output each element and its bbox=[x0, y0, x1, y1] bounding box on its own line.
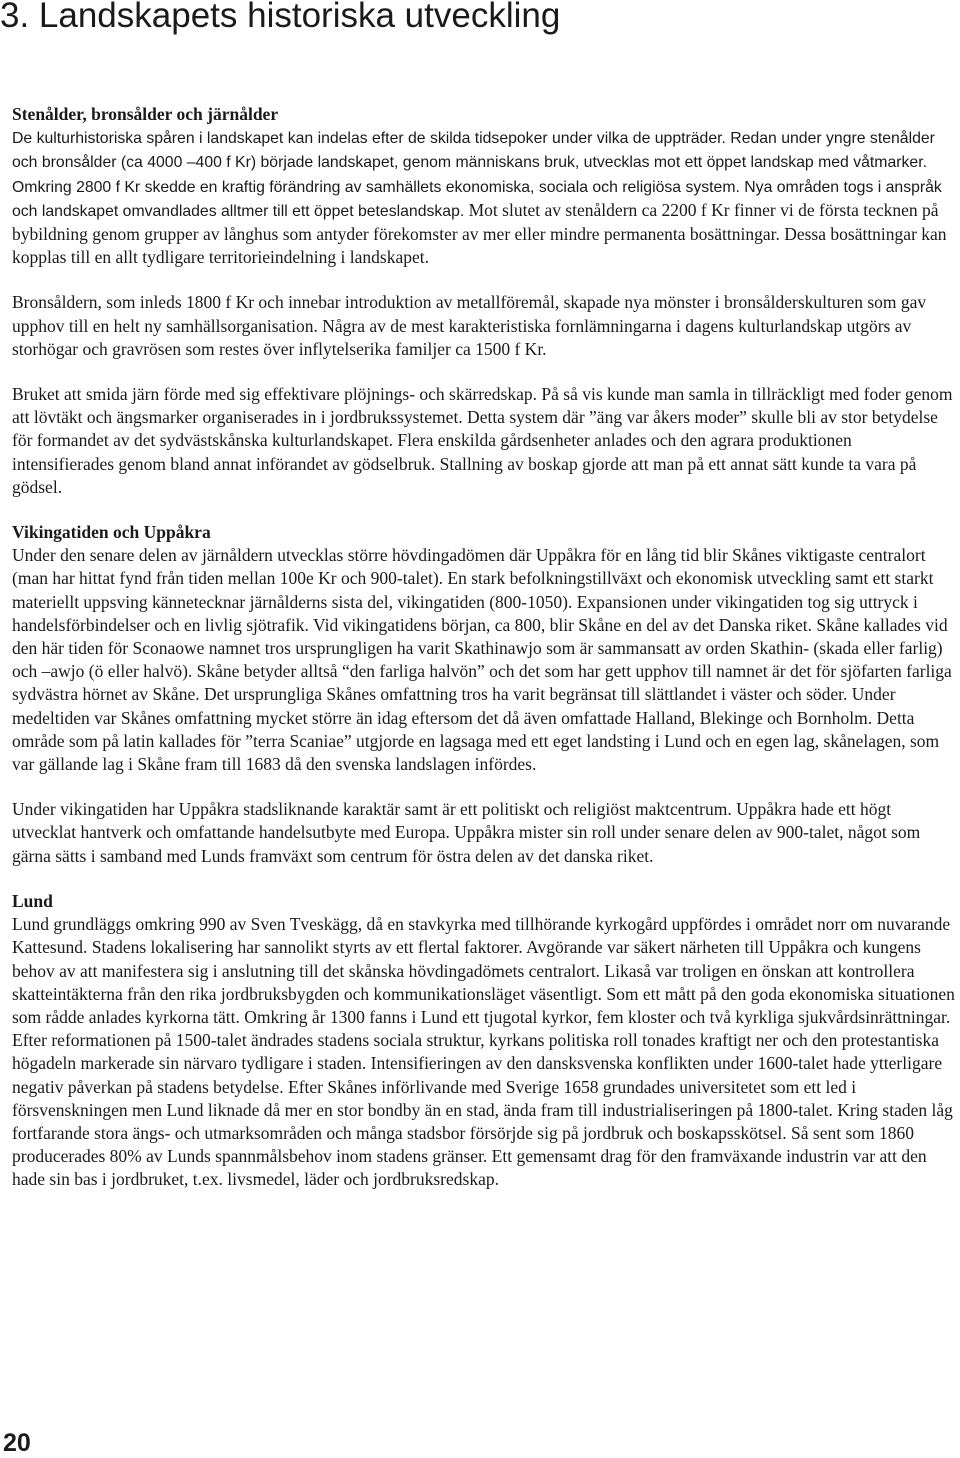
text-section bbox=[12, 521, 957, 868]
paragraph-text: Bruket att smida järn förde med sig effektivare plöjnings- och skärredskap. På så vis kunde man samla in tillräckligt med foder genom att lövtäkt och ängsmarker organiserades in i jordbrukssystemet. Detta system där ”äng var åkers moder” skulle bli av stor betydelse för formandet av det sydvästskånska kulturlandskapet. Flera enskilda gårdsenheter anlades och den agrara produktionen intensifierades genom bland annat införandet av gödselbruk. Stallning av boskap gjorde att man på ett annat sätt kunde ta vara på gödsel. bbox=[12, 384, 953, 497]
document-body bbox=[12, 103, 957, 1192]
paragraph-text: Under vikingatiden har Uppåkra stadsliknande karaktär samt är ett politiskt och religiöst maktcentrum. Uppåkra hade ett högt utvecklat hantverk och omfattande handelsutbyte med Europa. Uppåkra mister sin roll under senare delen av 900-talet, något som gärna sätts i samband med Lunds framväxt som centrum för östra delen av det danska riket. bbox=[12, 799, 921, 866]
paragraph-text: De kulturhistoriska spåren i landskapet kan indelas efter de skilda tidsepoker under vilka de uppträder. Redan under yngre stenålder och bronsålder (ca 4000 –400 f Kr) började landskapet, genom människans bruk, utvecklas mot ett öppet landskap med våtmarker. Omkring 2800 f Kr skedde en kraftig förändring av samhällets ekonomiska, sociala och religiösa system. Nya områden togs i anspråk och landskapet omvandlades alltmer till ett öppet beteslandskap. bbox=[12, 130, 942, 220]
paragraph-text: Bronsåldern, som inleds 1800 f Kr och innebar introduktion av metallföremål, skapade nya mönster i bronsålderskulturen som gav upphov till en helt ny samhällsorganisation. Några av de mest karakteristiska fornlämningarna i dagens kulturlandskap utgörs av storhögar och gravrösen som restes över inflytelserika familjer ca 1500 f Kr. bbox=[12, 292, 927, 359]
paragraph-text: Under den senare delen av järnåldern utvecklas större hövdingadömen där Uppåkra för en lång tid blir Skånes viktigaste centralort (man har hittat fynd från tiden mellan 100e Kr och 900-talet). En stark befolkningstillväxt och ekonomisk utveckling samt ett starkt materiellt uppsving kännetecknar järnålderns sista del, vikingatiden (800-1050). Expansionen under vikingatiden tog sig uttryck i handelsförbindelser och en livlig sjötrafik. Vid vikingatidens början, ca 800, blir Skåne en del av det Danska riket. Skåne kallades vid den här tiden för Sconaowe namnet tros ursprungligen ha varit Skathinawjo som är sammansatt av orden Skathin- (skada eller farlig) och –awjo (ö eller halvö). Skåne betyder alltså “den farliga halvön” och det som har gett upphov till namnet är det för sjöfarten farliga sydvästra hörnet av Skåne. Det ursprungliga Skånes omfattning tros ha varit begränsat till slättlandet i väster och söder. Under medeltiden var Skånes omfattning mycket större än idag eftersom det då även omfattade Halland, Blekinge och Bornholm. Detta område som på latin kallades för ”terra Scaniae” utgjorde en lagsaga med ett eget landsting i Lund och en egen lag, skånelagen, som var gällande lag i Skåne fram till 1683 då den svenska landslagen infördes. bbox=[12, 545, 952, 775]
text-section bbox=[12, 890, 957, 1192]
text-section bbox=[12, 103, 957, 499]
section-heading: Vikingatiden och Uppåkra bbox=[12, 522, 211, 543]
section-heading: Lund bbox=[12, 890, 53, 911]
body-paragraph bbox=[12, 913, 957, 1191]
paragraph-text: Mot slutet av stenåldern ca 2200 f Kr finner vi de första tecknen på bybildning genom grupper av långhus som antyder förekomster av mer eller mindre permanenta bosättningar. Dessa bosättningar kan kopplas till en allt tydligare territorieindelning i landskapet. bbox=[12, 199, 947, 268]
paragraph-text: Lund grundläggs omkring 990 av Sven Tveskägg, då en stavkyrka med tillhörande kyrkogård uppfördes i området norr om nuvarande Kattesund. Stadens lokalisering har sannolikt styrts av ett flertal faktorer. Avgörande var säkert närheten till Uppåkra och kungens behov av att manifestera sig i anslutning till det skånska hövdingadömets centralort. Likaså var troligen en önskan att kontrollera skatteintäkterna från den rika jordbruksbygden och kommunikationsläget väsentligt. Som ett mått på den goda ekonomiska situationen som rådde anlades kyrkorna tätt. Omkring år 1300 fanns i Lund ett tjugotal kyrkor, fem kloster och två kyrkliga sjukvårdsinrättningar. Efter reformationen på 1500-talet ändrades stadens sociala struktur, kyrkans politiska roll tonades kraftigt ner och den protestantiska högadeln markerade sin närvaro tydligare i staden. Intensifieringen av den dansksvenska konflikten under 1600-talet hade ytterligare negativ påverkan på stadens betydelse. Efter Skånes införlivande med Sverige 1658 grundades universitetet som ett led i försvenskningen men Lund liknade då mer en stor bondby än en stad, ända fram till industrialiseringen på 1800-talet. Kring staden låg fortfarande stora ängs- och utmarksområden och många stadsbor försörjde sig på jordbruk och boskapsskötsel. Så sent som 1860 producerades 80% av Lunds spannmålsbehov inom stadens gränser. Ett gemensamt drag för den framväxande industrin var att den hade sin bas i jordbruket, t.ex. livsmedel, läder och jordbruksredskap. bbox=[12, 914, 955, 1190]
section-heading: Stenålder, bronsålder och järnålder bbox=[12, 104, 279, 124]
body-paragraph bbox=[12, 126, 957, 269]
page-number: 20 bbox=[3, 1429, 31, 1457]
page-title: 3. Landskapets historiska utveckling bbox=[0, 0, 561, 35]
body-paragraph bbox=[12, 798, 957, 868]
body-paragraph bbox=[12, 383, 957, 499]
body-paragraph bbox=[12, 291, 957, 361]
body-paragraph bbox=[12, 544, 957, 776]
